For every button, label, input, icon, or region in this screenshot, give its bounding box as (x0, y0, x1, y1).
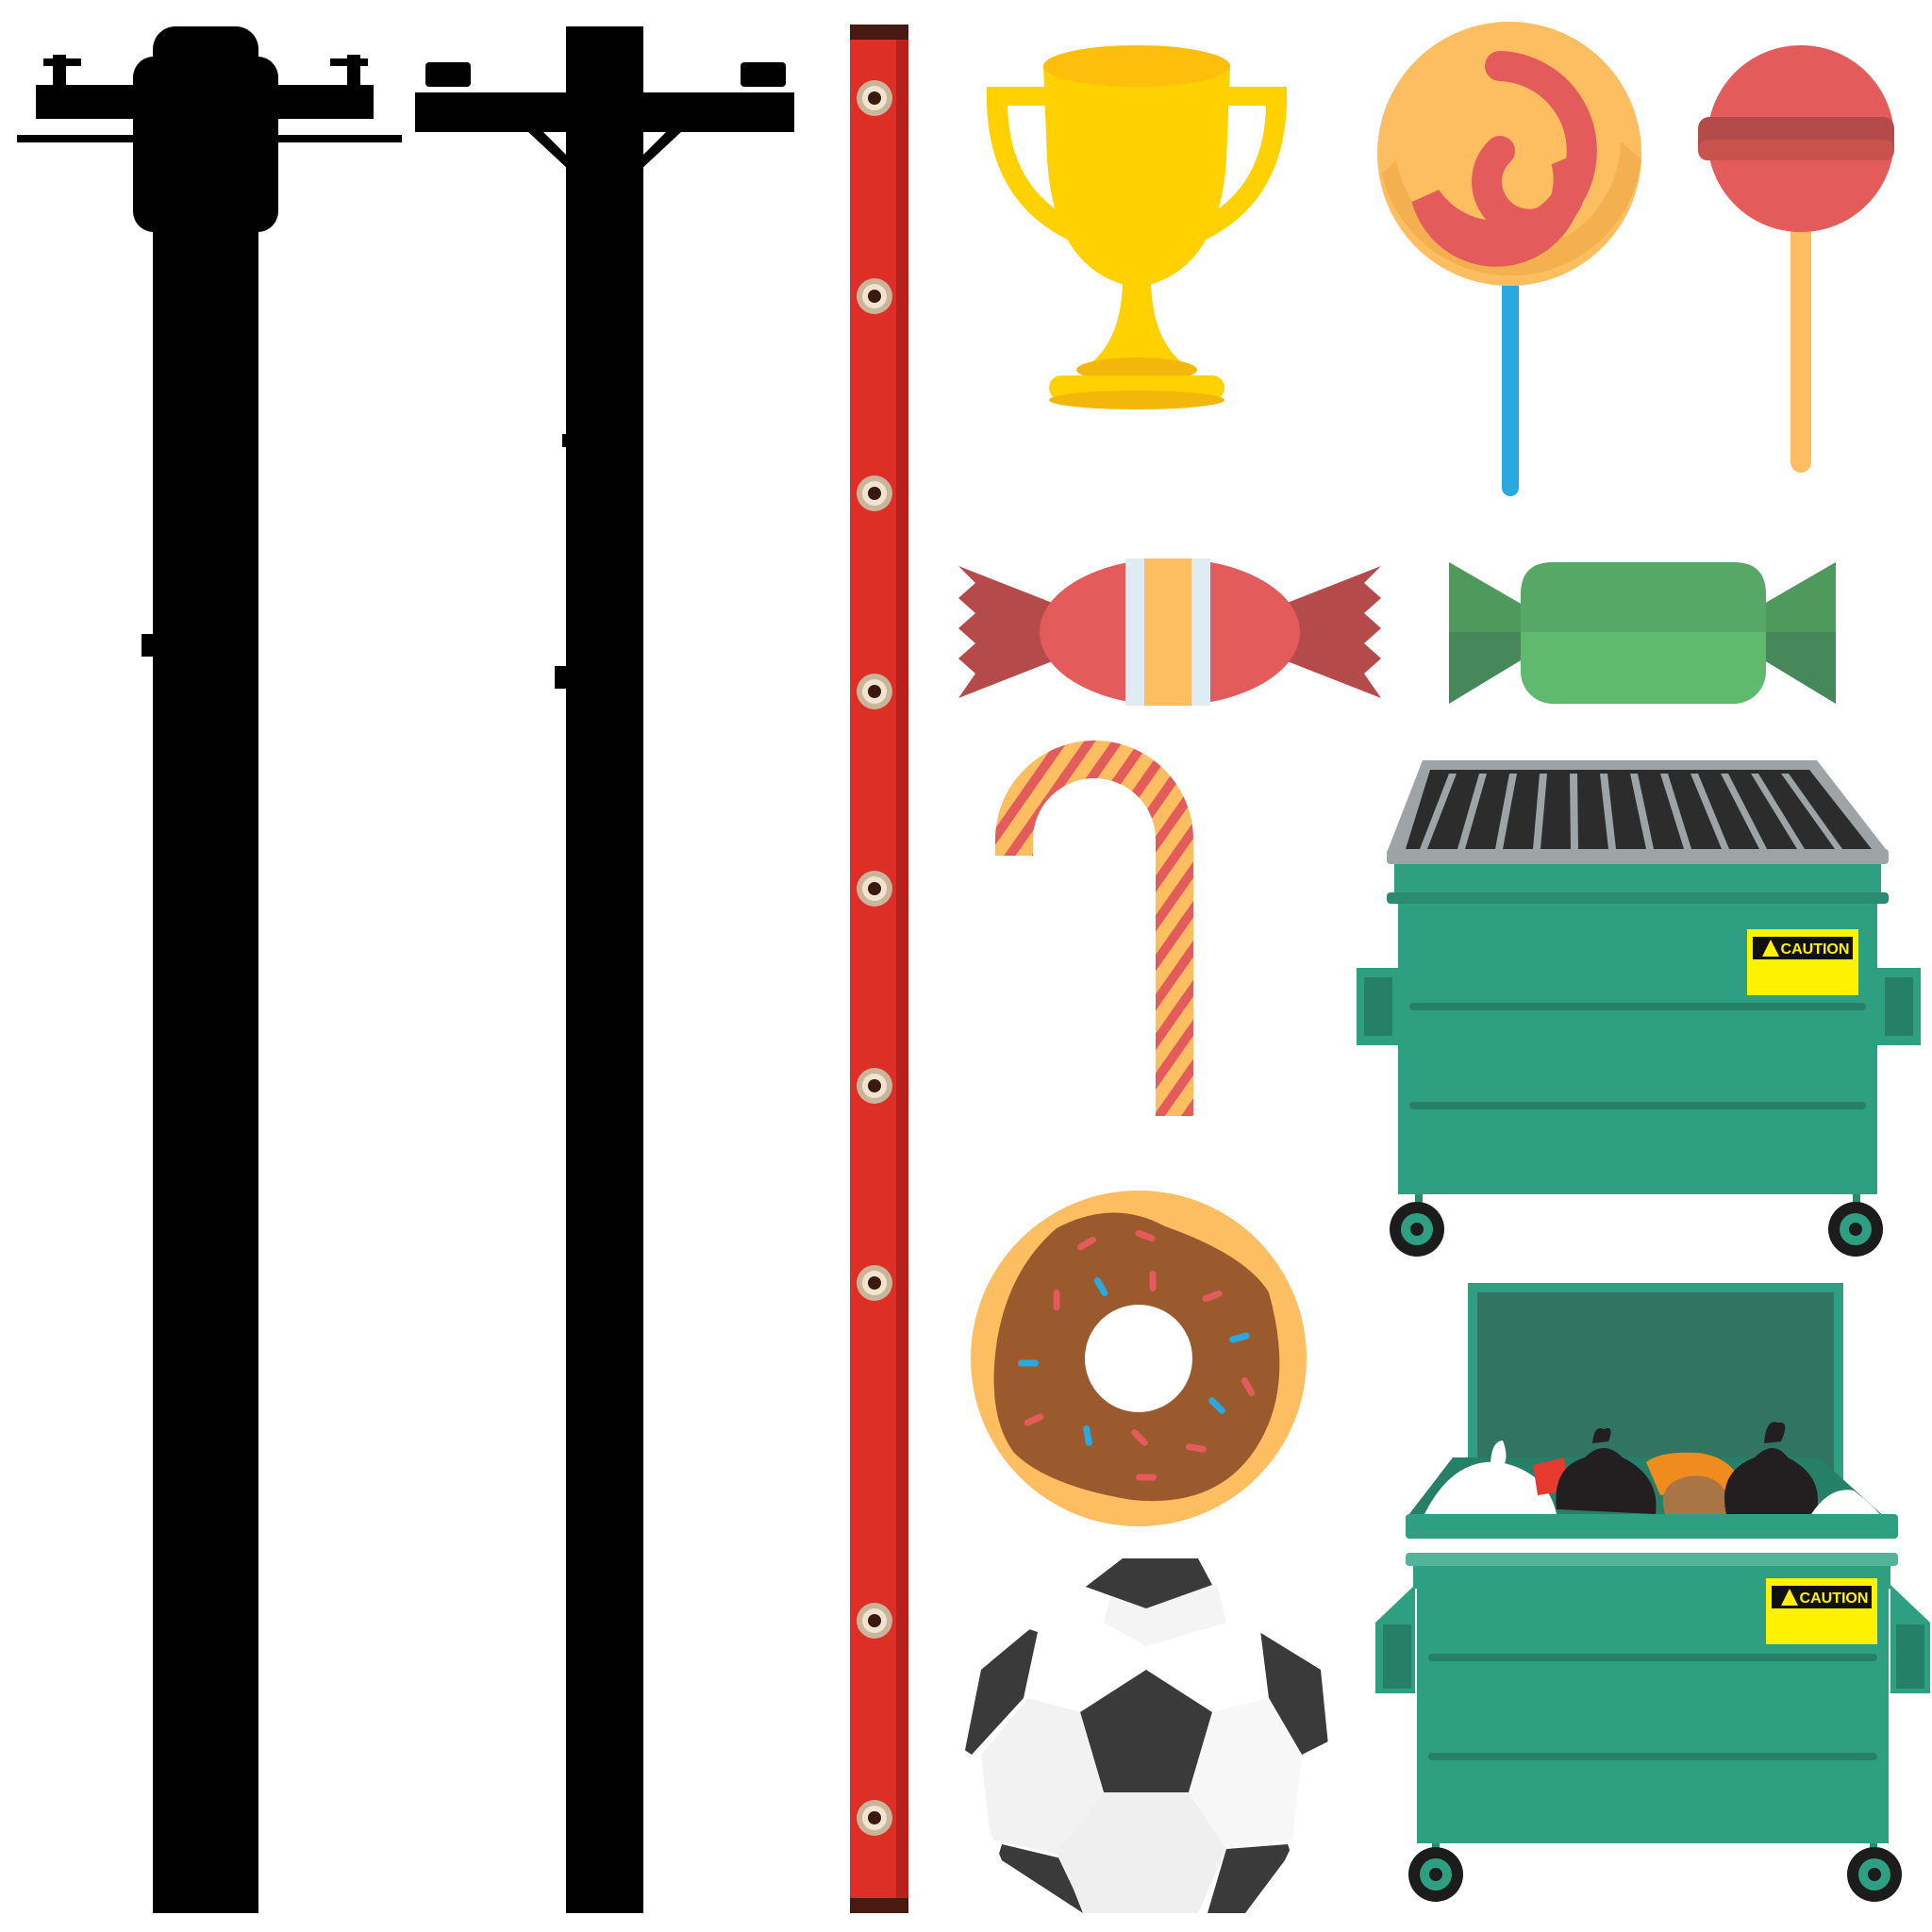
rivet (857, 1800, 892, 1836)
utility-pole-1 (17, 26, 402, 1913)
sprinkle (1150, 1271, 1157, 1291)
wheel (1847, 1847, 1902, 1902)
rivet (857, 1265, 892, 1301)
rivet (857, 1603, 892, 1639)
rivet (857, 278, 892, 314)
wheel (1408, 1847, 1463, 1902)
caution-sign (1766, 1578, 1877, 1644)
wheel (1828, 1202, 1883, 1257)
donut (971, 1191, 1307, 1526)
grate-bar (1570, 774, 1578, 849)
swirl-lollipop (1377, 22, 1641, 496)
utility-pole-2 (415, 26, 794, 1913)
rivet (857, 80, 892, 116)
dumpster-closed (1357, 760, 1921, 1257)
round-lollipop (1698, 45, 1894, 473)
red-strip (850, 25, 908, 1913)
wrapped-candy-green (1449, 562, 1836, 704)
wrapped-candy-red (958, 558, 1381, 706)
sprinkle (1054, 1290, 1060, 1310)
rivet (857, 475, 892, 511)
sprinkle (1136, 1474, 1157, 1481)
dumpster-open (1375, 1283, 1930, 1902)
rivet (857, 871, 892, 907)
rivet (857, 1068, 892, 1104)
caution-label: CAUTION (1799, 1591, 1869, 1607)
rivet (857, 674, 892, 709)
candy-cane (1014, 759, 1174, 1116)
sprinkle (1018, 1360, 1039, 1367)
soccer-ball (943, 1558, 1340, 1913)
caution-sign (1747, 929, 1858, 995)
trophy (987, 45, 1287, 409)
caution-label: CAUTION (1780, 941, 1850, 958)
wheel (1390, 1202, 1444, 1257)
